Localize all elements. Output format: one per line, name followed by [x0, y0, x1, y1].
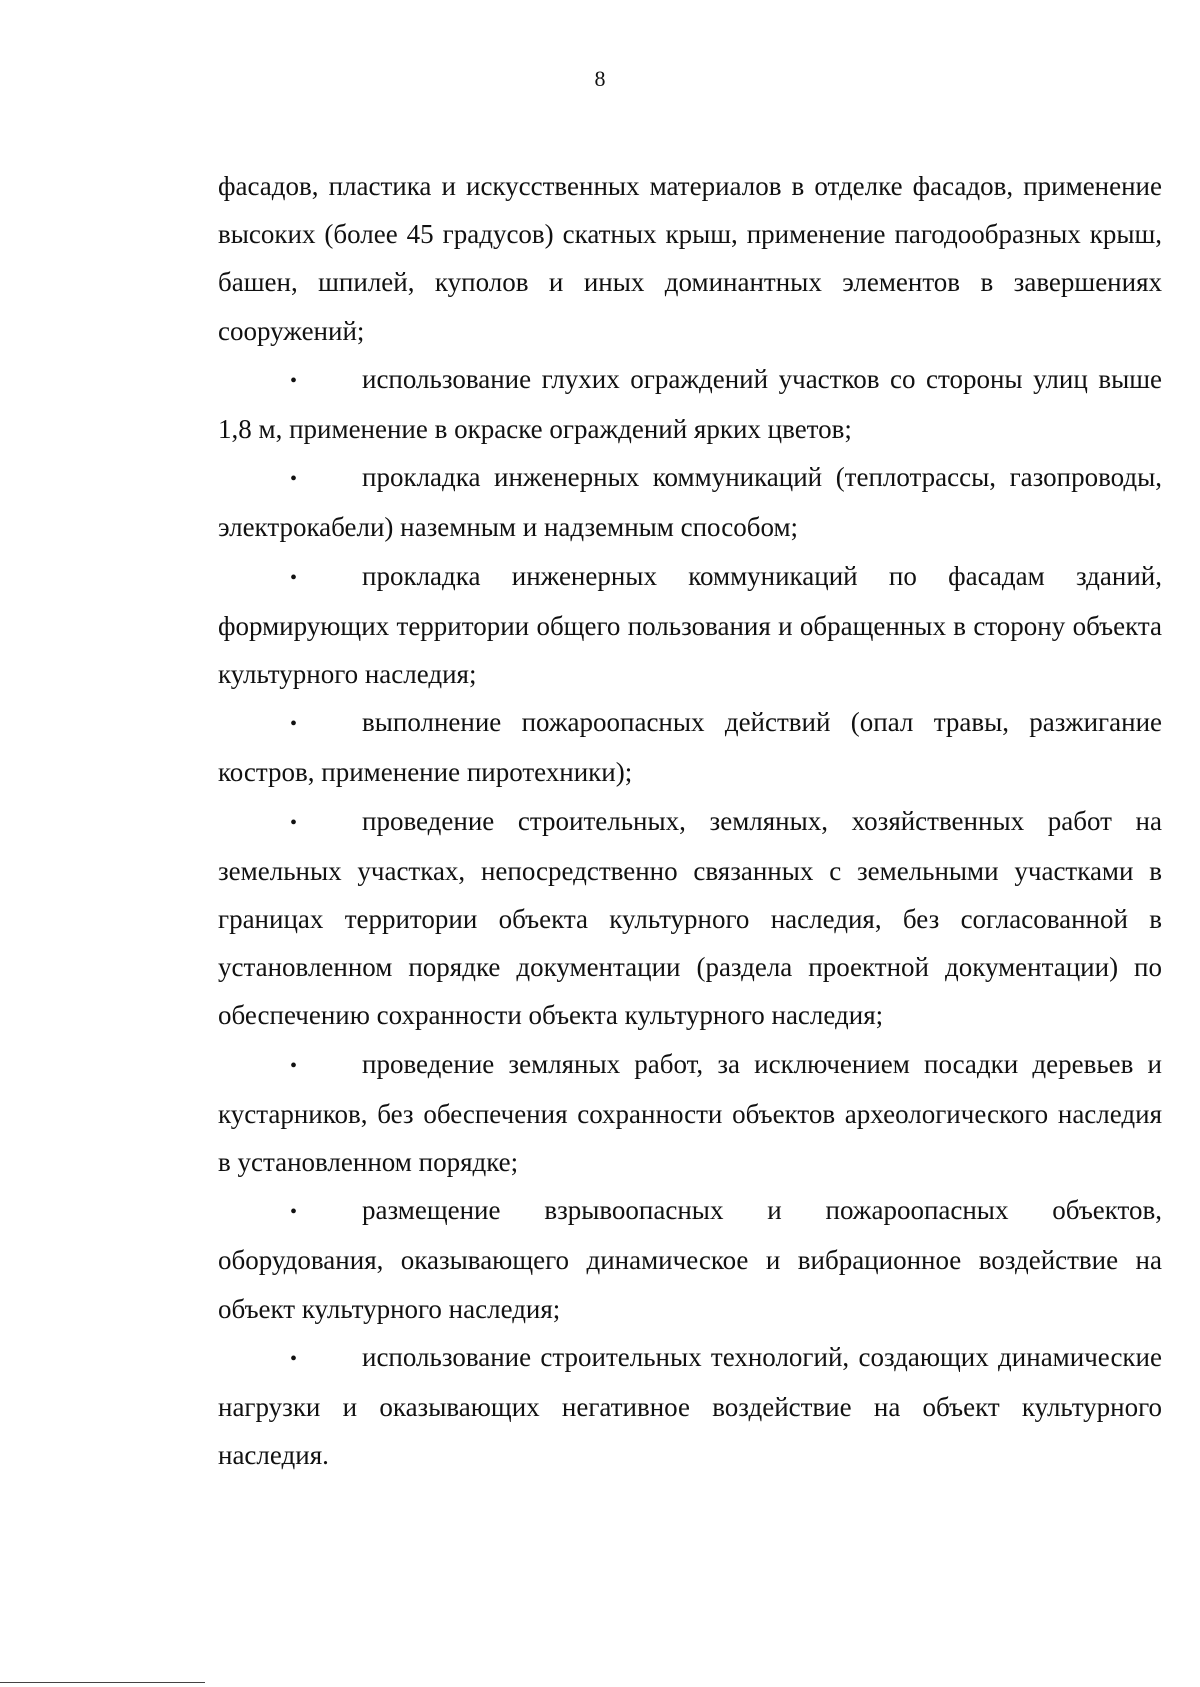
bullet-icon: •: [290, 566, 298, 589]
bullet-icon: •: [290, 1347, 298, 1370]
bullet-item: [218, 453, 1162, 551]
bullet-icon: •: [290, 1054, 298, 1077]
bullet-text: размещение взрывоопасных и пожароопасных объектов, оборудования, оказывающего динамическое и вибрационное воздействие на объект культурного наследия;: [218, 1195, 1162, 1324]
bullet-icon: •: [290, 369, 298, 392]
bullet-item: [218, 355, 1162, 453]
bullet-item: [218, 1186, 1162, 1333]
bullet-text: выполнение пожароопасных действий (опал травы, разжигание костров, применение пиротехники);: [218, 707, 1162, 788]
intro-paragraph: фасадов, пластика и искусственных материалов в отделке фасадов, применение высоких (более 45 градусов) скатных крыш, применение пагодообразных крыш, башен, шпилей, куполов и иных доминантных элементов в завершениях сооружений;: [218, 171, 1162, 346]
page-number: 8: [594, 66, 606, 91]
bullet-text: прокладка инженерных коммуникаций по фасадам зданий, формирующих территории общего пользования и обращенных в сторону объекта культурного наследия;: [218, 560, 1162, 690]
bullet-icon: •: [290, 713, 298, 736]
bullet-item: [218, 552, 1162, 699]
document-body: [218, 162, 1162, 1479]
bullet-item: [218, 1333, 1162, 1480]
bullet-text: проведение строительных, земляных, хозяйственных работ на земельных участках, непосредственно связанных с земельными участками в границах территории объекта культурного наследия, без согласованной в установленном порядке документации (раздела проектной документации) по обеспечению сохранности объекта культурного наследия;: [218, 805, 1162, 1031]
bullet-item: [218, 698, 1162, 796]
bullet-icon: •: [290, 811, 298, 834]
bullet-text: проведение земляных работ, за исключением посадки деревьев и кустарников, без обеспечения сохранности объектов археологического наследия в установленном порядке;: [218, 1048, 1162, 1178]
bullet-icon: •: [290, 468, 298, 491]
bullet-text: использование строительных технологий, создающих динамические нагрузки и оказывающих негативное воздействие на объект культурного наследия.: [218, 1341, 1162, 1471]
bullet-item: [218, 1040, 1162, 1187]
bullet-item: [218, 797, 1162, 1040]
footer-divider: [0, 1682, 205, 1683]
bullet-icon: •: [290, 1201, 298, 1224]
bullet-text: прокладка инженерных коммуникаций (теплотрассы, газопроводы, электрокабели) наземным и надземным способом;: [218, 462, 1162, 543]
bullet-text: использование глухих ограждений участков со стороны улиц выше 1,8 м, применение в окраске ограждений ярких цветов;: [218, 363, 1162, 445]
